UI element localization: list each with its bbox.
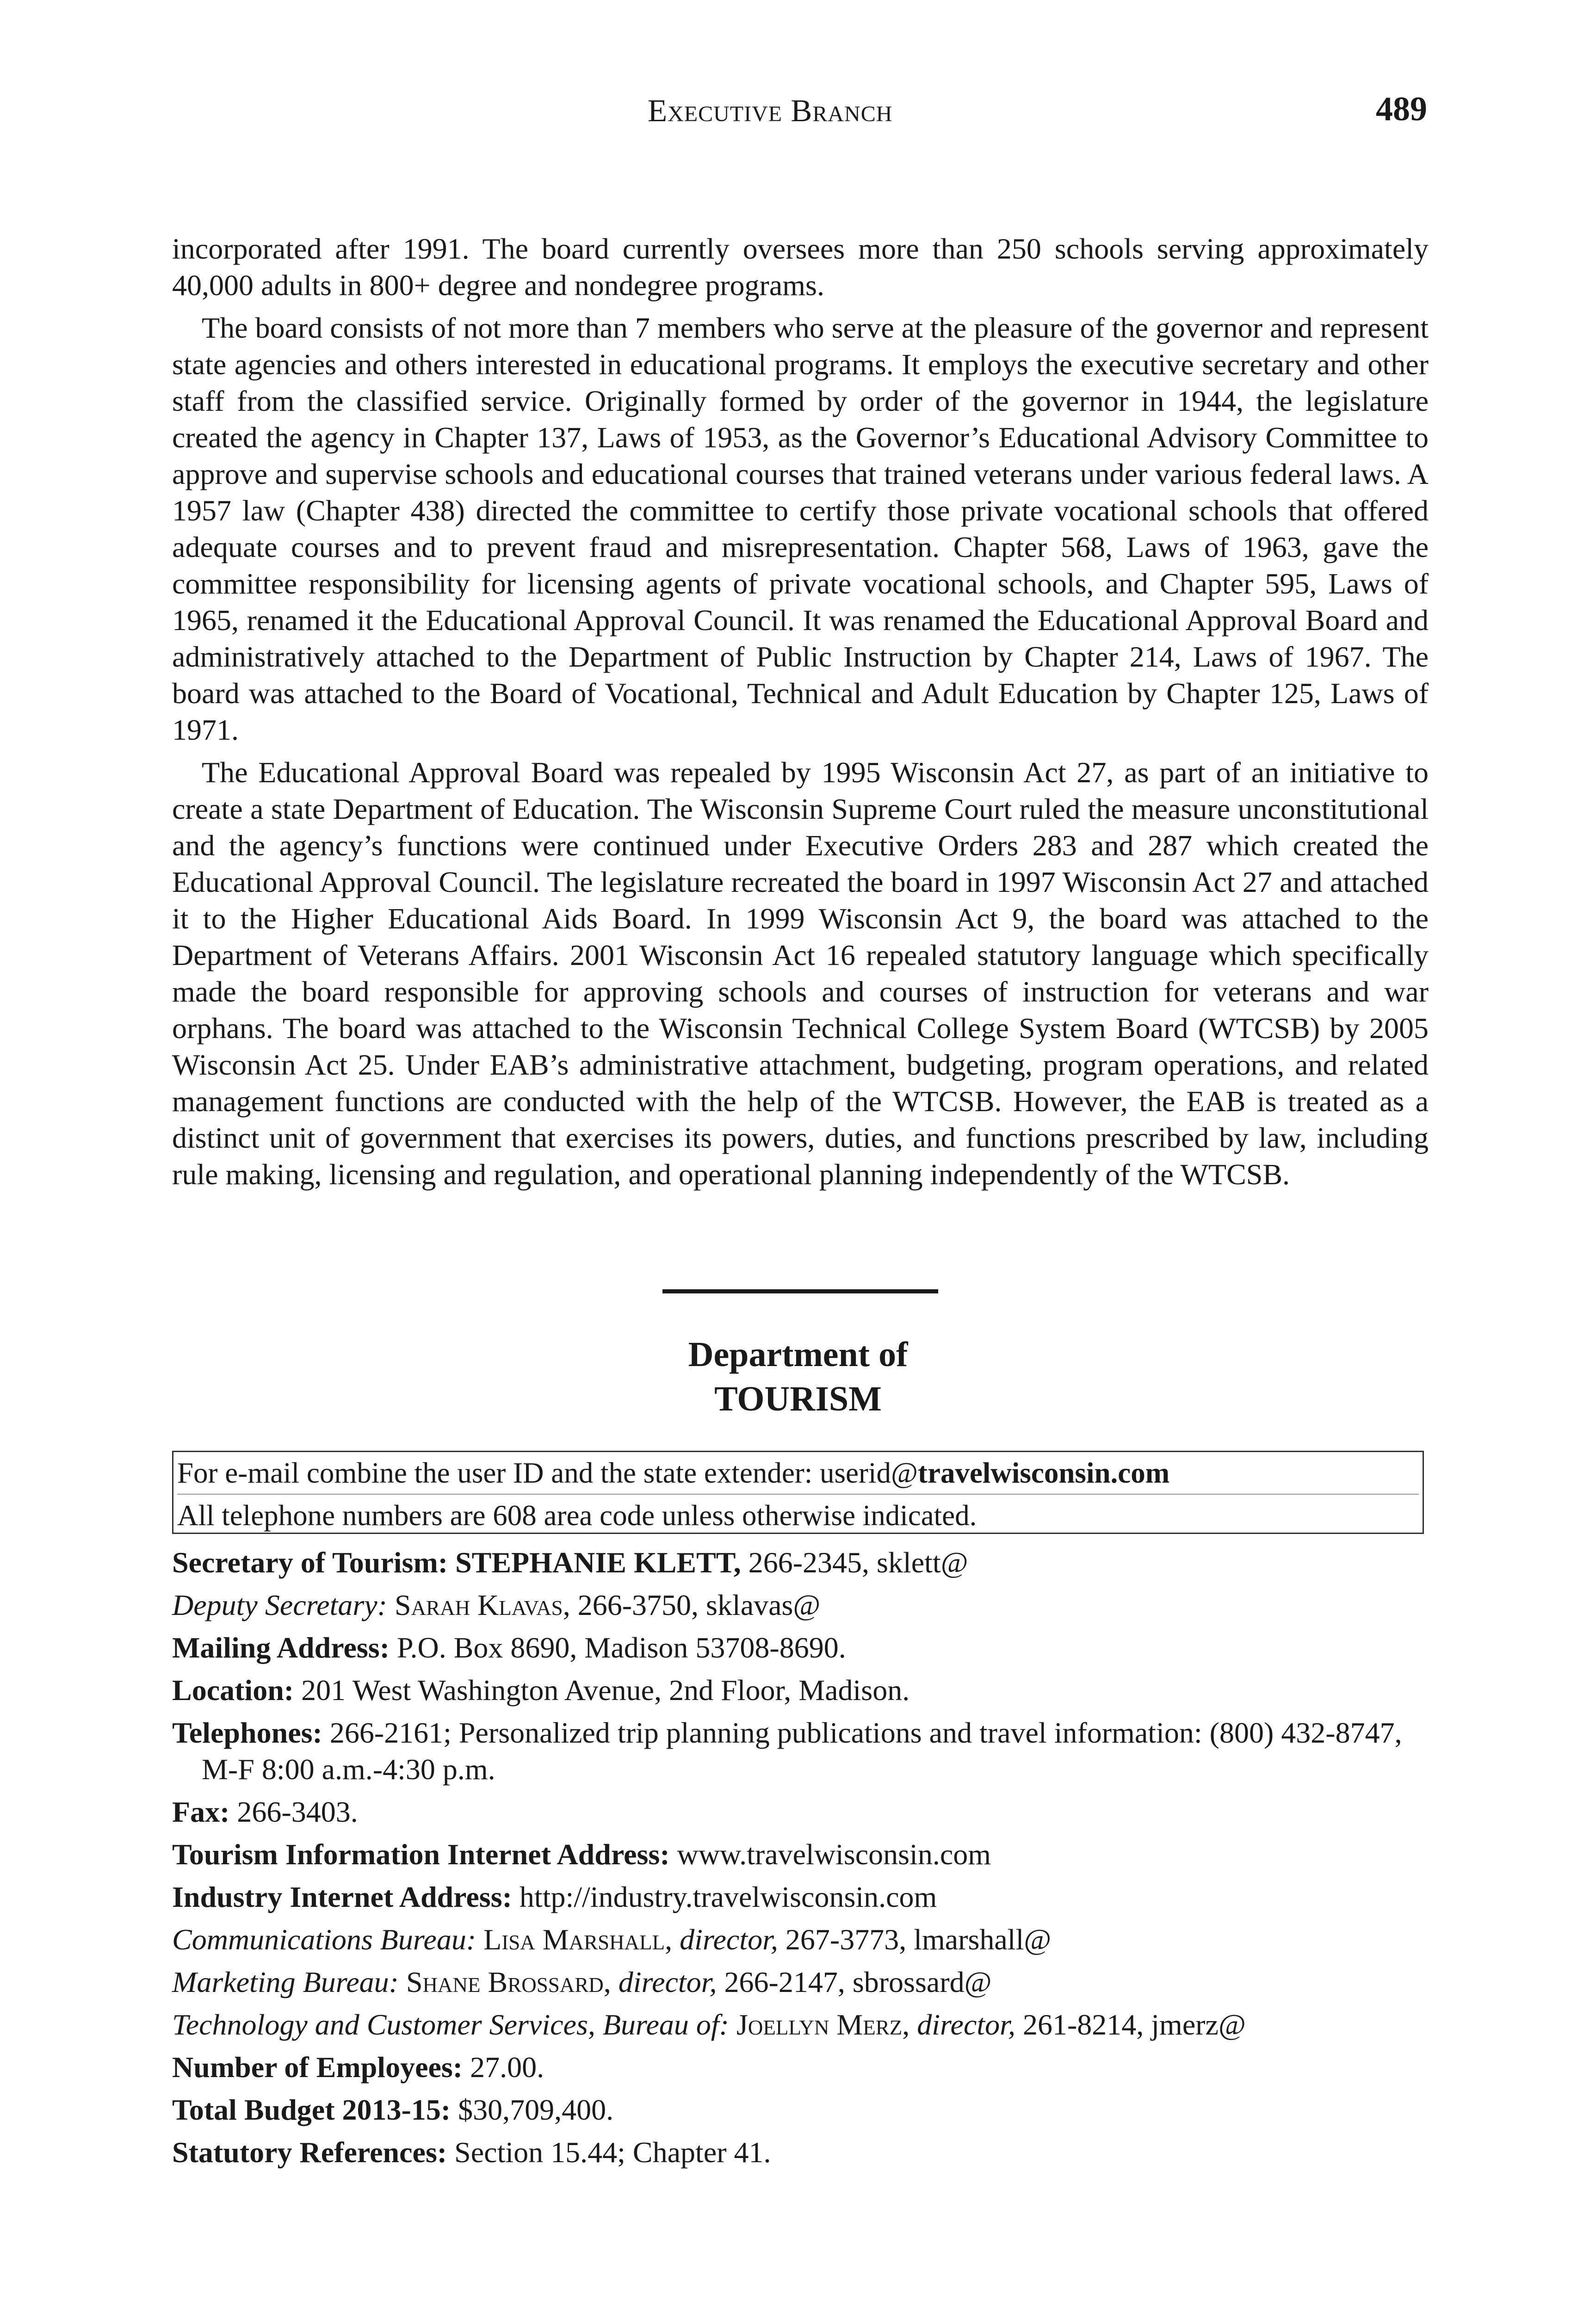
secretary-label: Secretary of Tourism:	[172, 1546, 448, 1579]
technology-name: Joellyn Merz	[736, 2008, 903, 2041]
running-header	[0, 90, 1596, 143]
fax-value: 266-3403.	[229, 1795, 358, 1828]
technology-contact: 261-8214, jmerz@	[1015, 2008, 1246, 2041]
fax-entry	[172, 1794, 1429, 1830]
budget-value: $30,709,400.	[451, 2093, 614, 2126]
mailing-value: P.O. Box 8690, Madison 53708-8690.	[390, 1631, 846, 1664]
technology-label: Technology and Customer Services, Bureau of:	[172, 2008, 729, 2041]
communications-name: Lisa Marshall	[483, 1923, 665, 1956]
department-heading-line2: TOURISM	[714, 1379, 882, 1418]
location-label: Location:	[172, 1674, 294, 1707]
department-heading	[0, 1332, 1596, 1421]
marketing-role: director,	[618, 1966, 717, 1998]
telephones-entry	[172, 1714, 1429, 1787]
secretary-entry	[172, 1544, 1429, 1581]
deputy-label: Deputy Secretary:	[172, 1589, 387, 1621]
communications-bureau-entry: Communications Bureau: Lisa Marshall, director, 267-3773, lmarshall@	[172, 1923, 1052, 1956]
section-divider	[662, 1289, 938, 1293]
deputy-entry	[172, 1587, 1429, 1623]
secretary-contact: 266-2345, sklett@	[741, 1546, 968, 1579]
tourism-web-label: Tourism Information Internet Address:	[172, 1838, 670, 1871]
marketing-label: Marketing Bureau:	[172, 1966, 399, 1998]
employees-label: Number of Employees:	[172, 2051, 463, 2084]
industry-web-entry	[172, 1879, 1429, 1915]
fax-label: Fax:	[172, 1795, 230, 1828]
budget-label: Total Budget 2013-15:	[172, 2093, 451, 2126]
eab-history-text	[172, 230, 1429, 1193]
tourism-web-value: www.travelwisconsin.com	[669, 1838, 991, 1871]
secretary-name: STEPHANIE KLETT,	[455, 1546, 741, 1579]
phone-notice: All telephone numbers are 608 area code unless otherwise indicated.	[177, 1499, 977, 1532]
telephones-label: Telephones:	[172, 1716, 322, 1749]
technology-role: director,	[917, 2008, 1015, 2041]
email-notice	[177, 1452, 1419, 1495]
paragraph-1: incorporated after 1991. The board currently oversees more than 250 schools serving approximately 40,000 adults in 800+ degree and nondegree programs.	[172, 232, 1429, 302]
page-number: 489	[1376, 90, 1427, 128]
statutory-value: Section 15.44; Chapter 41.	[447, 2136, 771, 2169]
email-notice-prefix: For e-mail combine the user ID and the state extender: userid@	[177, 1457, 918, 1489]
industry-web-value: http://industry.travelwisconsin.com	[512, 1880, 937, 1913]
communications-label: Communications Bureau:	[172, 1923, 476, 1956]
mailing-label: Mailing Address:	[172, 1631, 390, 1664]
technology-bureau-entry: Technology and Customer Services, Bureau of: Joellyn Merz, director, 261-8214, jmerz@	[172, 2008, 1246, 2041]
deputy-contact: , 266-3750, sklavas@	[563, 1589, 821, 1621]
paragraph-3: The Educational Approval Board was repealed by 1995 Wisconsin Act 27, as part of an initiative to create a state Department of Education. The Wisconsin Supreme Court ruled the measure unconstitutional and the agency’s functions were continued under Executive Orders 283 and 287 which created the Educational Approval Council. The legislature recreated the board in 1997 Wisconsin Act 27 and attached it to the Higher Educational Aids Board. In 1999 Wisconsin Act 9, the board was attached to the Department of Veterans Affairs. 2001 Wisconsin Act 16 repealed statutory language which specifically made the board responsible for approving schools and courses of instruction for veterans and war orphans. The board was attached to the Wisconsin Technical College System Board (WTCSB) by 2005 Wisconsin Act 25. Under EAB’s administrative attachment, budgeting, program operations, and related management functions are conducted with the help of the WTCSB. However, the EAB is treated as a distinct unit of government that exercises its powers, duties, and functions prescribed by law, including rule making, licensing and regulation, and operational planning independently of the WTCSB.	[172, 756, 1429, 1191]
deputy-name: Sarah Klavas	[394, 1589, 563, 1621]
statutory-entry	[172, 2134, 1429, 2171]
tourism-web-entry	[172, 1836, 1429, 1873]
employees-entry	[172, 2049, 1429, 2085]
budget-entry	[172, 2091, 1429, 2128]
telephones-value: 266-2161; Personalized trip planning publications and travel information: (800) 432-8747, M-F 8:00 a.m.-4:30 p.m.	[202, 1716, 1402, 1786]
location-value: 201 West Washington Avenue, 2nd Floor, Madison.	[294, 1674, 910, 1707]
communications-contact: 267-3773, lmarshall@	[778, 1923, 1052, 1956]
marketing-bureau-entry: Marketing Bureau: Shane Brossard, director, 266-2147, sbrossard@	[172, 1966, 992, 1998]
paragraph-2: The board consists of not more than 7 members who serve at the pleasure of the governor and represent state agencies and others interested in educational programs. It employs the executive secretary and other staff from the classified service. Originally formed by order of the governor in 1944, the legislature created the agency in Chapter 137, Laws of 1953, as the Governor’s Educational Advisory Committee to approve and supervise schools and educational courses that trained veterans under various federal laws. A 1957 law (Chapter 438) directed the committee to certify those private vocational schools that offered adequate courses and to prevent fraud and misrepresentation. Chapter 568, Laws of 1963, gave the committee responsibility for licensing agents of private vocational schools, and Chapter 595, Laws of 1965, renamed it the Educational Approval Council. It was renamed the Educational Approval Board and administratively attached to the Department of Public Instruction by Chapter 214, Laws of 1967. The board was attached to the Board of Vocational, Technical and Adult Education by Chapter 125, Laws of 1971.	[172, 311, 1429, 746]
contact-notice-box	[172, 1451, 1424, 1534]
running-title: Executive Branch	[648, 93, 893, 128]
marketing-name: Shane Brossard	[406, 1966, 604, 1998]
department-heading-line1: Department of	[688, 1335, 908, 1374]
communications-role: director,	[680, 1923, 778, 1956]
statutory-label: Statutory References:	[172, 2136, 447, 2169]
mailing-address-entry	[172, 1629, 1429, 1666]
employees-value: 27.00.	[463, 2051, 544, 2084]
marketing-contact: 266-2147, sbrossard@	[717, 1966, 992, 1998]
directory-entries	[172, 1544, 1429, 2177]
location-entry	[172, 1672, 1429, 1708]
industry-web-label: Industry Internet Address:	[172, 1880, 512, 1913]
email-domain: travelwisconsin.com	[918, 1457, 1170, 1489]
